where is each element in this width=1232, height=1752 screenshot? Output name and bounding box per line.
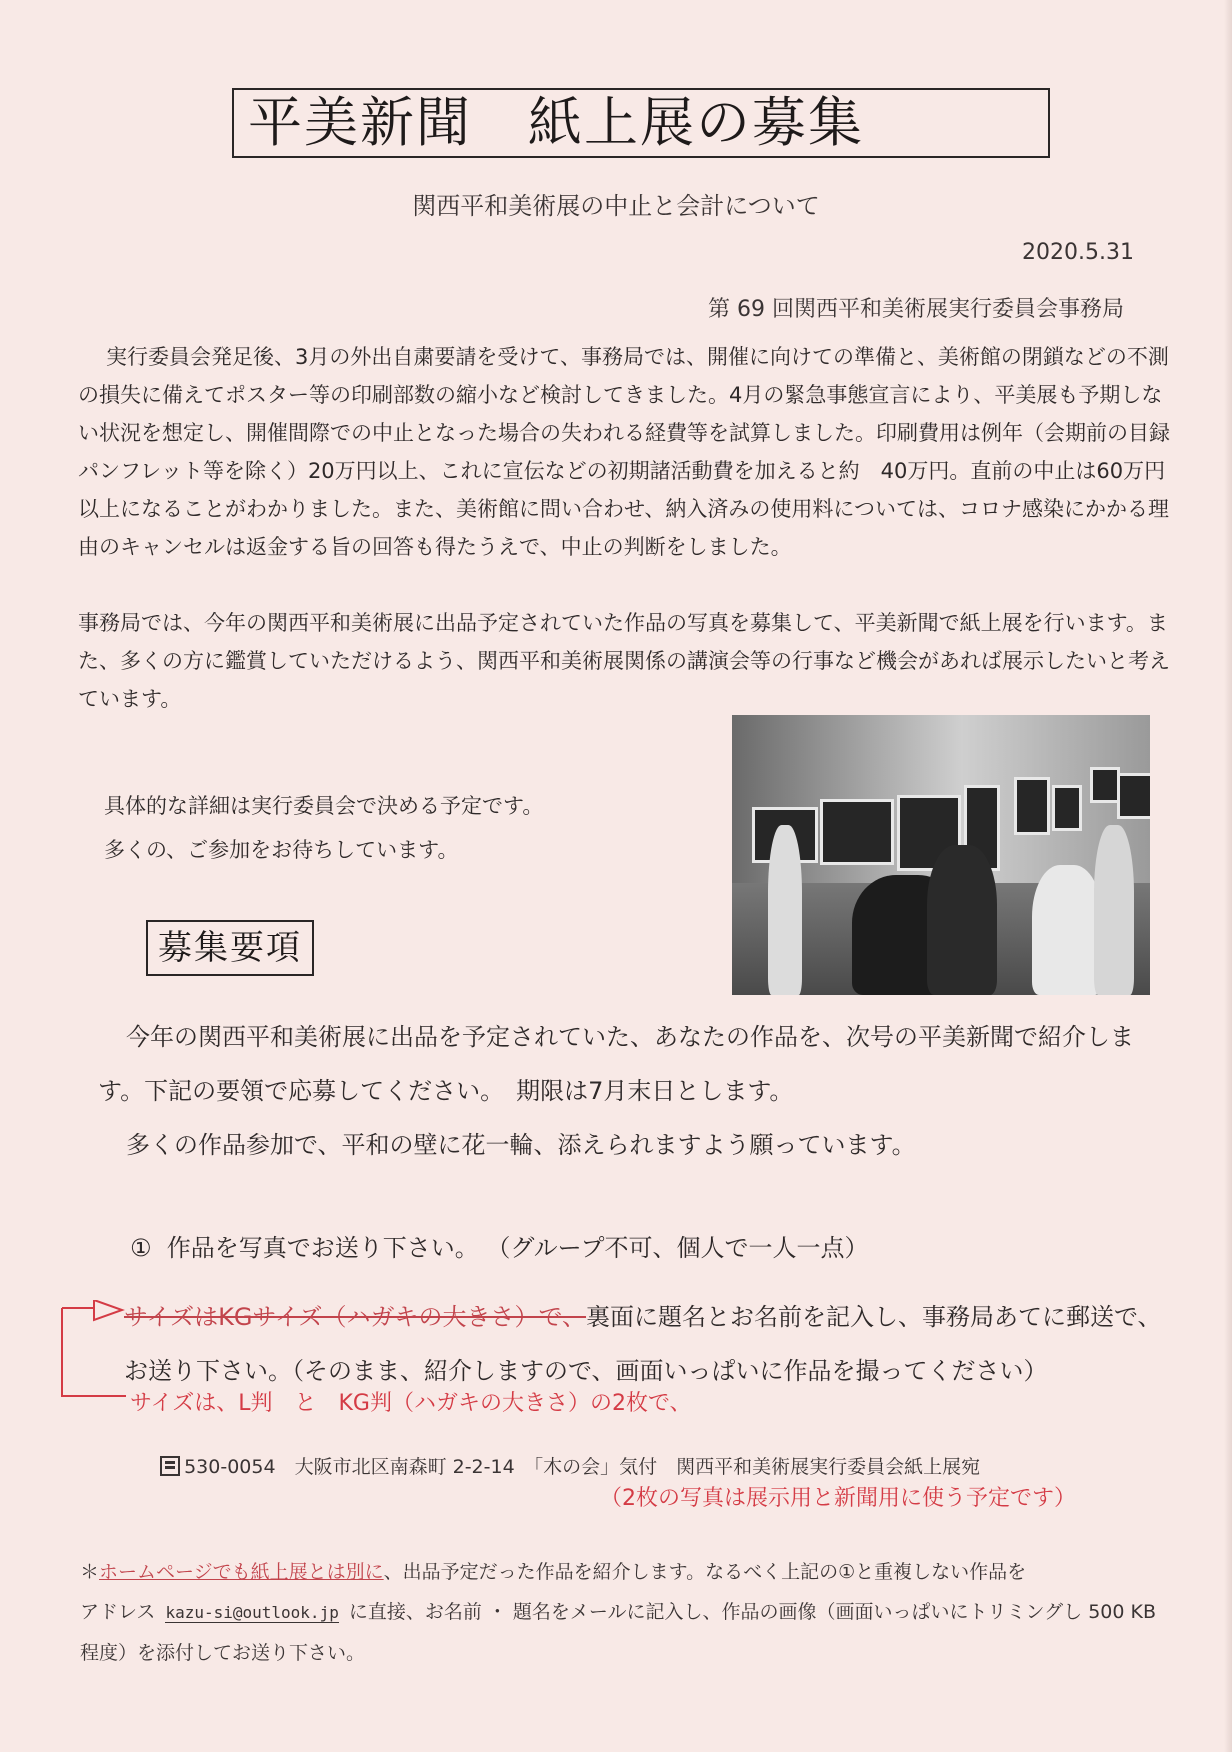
intro-paragraph-1: 実行委員会発足後、3月の外出自粛要請を受けて、事務局では、開催に向けての準備と、美術館の閉鎖などの不測の損失に備えてポスター等の印刷部数の縮小など検討してきました。4月の緊急事態宣言により、平美展も予期しない状況を想定し、開催間際での中止となった場合の失われる経費等を試算しました。印刷費用は例年（会期前の目録パンフレット等を除く）20万円以上、これに宣伝などの初期諸活動費を加えると約 40万円。直前の中止は60万円以上になることがわかりました。また、美術館に問い合わせ、納入済みの使用料については、コロナ感染にかかる理由のキャンセルは返金する旨の回答も得たうえで、中止の判断をしました。 — [78, 345, 1170, 559]
details-note: 具体的な詳細は実行委員会で決める予定です。 — [104, 794, 544, 818]
handwritten-size-correction: サイズは、L判 と KG判（ハガキの大きさ）の2枚で、 — [130, 1391, 692, 1416]
page-title: 平美新聞 紙上展の募集 — [232, 88, 1050, 158]
address-label: アドレス — [80, 1601, 156, 1623]
recruitment-body — [98, 1010, 1178, 1172]
document-date: 2020.5.31 — [1022, 240, 1134, 265]
page-subtitle: 関西平和美術展の中止と会計について — [412, 192, 820, 220]
recruitment-line-2: 多くの作品参加で、平和の壁に花一輪、添えられますよう願っています。 — [126, 1131, 916, 1159]
postal-mark-icon — [160, 1456, 180, 1476]
mailing-address-text: 530-0054 大阪市北区南森町 2-2-14 「木の会」気付 関西平和美術展実行委員会紙上展宛 — [184, 1456, 981, 1478]
scan-edge — [1224, 0, 1232, 1752]
intro-paragraph-2: 事務局では、今年の関西平和美術展に出品予定されていた作品の写真を募集して、平美新聞で紙上展を行います。また、多くの方に鑑賞していただけるよう、関西平和美術展関係の講演会等の行事など機会があれば展示したいと考えています。 — [78, 611, 1170, 711]
mailing-address — [148, 1430, 980, 1479]
recruitment-line-1: 今年の関西平和美術展に出品を予定されていた、あなたの作品を、次号の平美新聞で紹介します。下記の要領で応募してください。 期限は7月末日とします。 — [98, 1023, 1134, 1105]
footer-note — [80, 1552, 1170, 1673]
footer-text-2: に直接、お名前 ・ 題名をメールに記入し、作品の画像（画面いっぱいにトリミングし 500 KB程度）を添付してお送り下さい。 — [80, 1601, 1156, 1664]
photo-usage-note: （2枚の写真は展示用と新聞用に使う予定です） — [600, 1486, 1076, 1511]
footer-text-1: 、出品予定だった作品を紹介します。なるべく上記の①と重複しない作品を — [383, 1561, 1027, 1583]
homepage-link[interactable]: ホームページでも紙上展とは別に — [99, 1561, 384, 1583]
submission-instructions-text: 裏面に題名とお名前を記入し、事務局あてに郵送で、お送り下さい。（そのまま、紹介しますので、画面いっぱいに作品を撮ってください） — [124, 1303, 1162, 1385]
exhibition-photo — [732, 715, 1150, 995]
email-address[interactable]: kazu-si@outlook.jp — [165, 1603, 339, 1622]
participation-note: 多くの、ご参加をお待ちしています。 — [104, 838, 459, 862]
submission-item-1: ① 作品を写真でお送り下さい。 （グループ不可、個人で一人一点） — [130, 1234, 869, 1262]
submission-instructions — [124, 1290, 1184, 1398]
correction-arrow-icon — [60, 1300, 130, 1400]
footer-asterisk: ＊ — [80, 1561, 100, 1583]
organization-name: 第 69 回関西平和美術展実行委員会事務局 — [708, 297, 1124, 322]
struck-size-text: サイズはKGサイズ（ハガキの大きさ）で、 — [124, 1303, 587, 1331]
recruitment-heading: 募集要項 — [146, 920, 314, 976]
